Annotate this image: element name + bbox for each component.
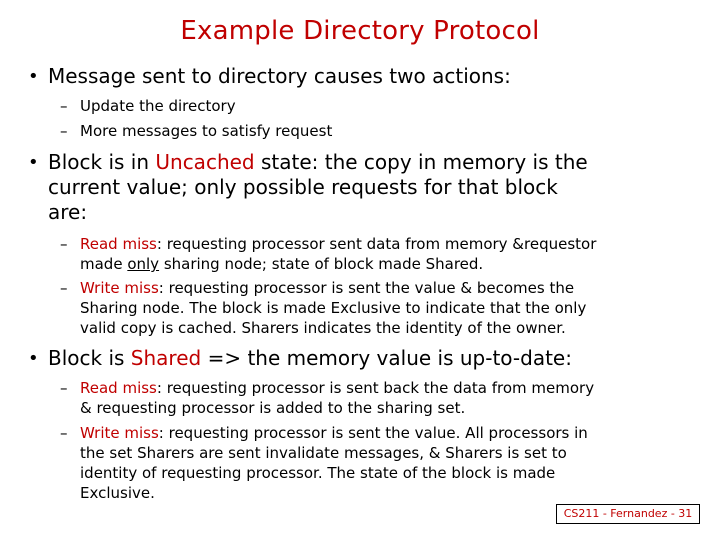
text-fragment: : requesting processor is sent the value. All processors in bbox=[158, 424, 588, 442]
sub-bullet-text: More messages to satisfy request bbox=[80, 122, 333, 140]
bullet-dot-icon: • bbox=[28, 152, 39, 173]
slide-title: Example Directory Protocol bbox=[180, 16, 540, 46]
bullet-text: Message sent to directory causes two actions: bbox=[48, 64, 511, 88]
sub-bullet-text bbox=[80, 423, 588, 503]
text-fragment: => the memory value is up-to-date: bbox=[201, 346, 572, 370]
bullet-dot-icon: • bbox=[28, 348, 39, 369]
state-uncached: Uncached bbox=[155, 150, 255, 174]
text-fragment: the set Sharers are sent invalidate messages, & Sharers is set to bbox=[80, 444, 567, 462]
text-fragment: Block is in bbox=[48, 150, 156, 174]
underlined-only: only bbox=[127, 255, 160, 273]
sub-bullet-text: Update the directory bbox=[80, 97, 236, 115]
state-shared: Shared bbox=[130, 346, 202, 370]
bullet-dot-icon: • bbox=[28, 66, 39, 87]
text-fragment: : requesting processor is sent back the data from memory bbox=[156, 379, 595, 397]
dash-icon: – bbox=[60, 279, 68, 297]
sub-bullet-shared-read-miss bbox=[60, 378, 594, 418]
read-miss-label: Read miss bbox=[80, 235, 157, 253]
write-miss-label: Write miss bbox=[80, 279, 159, 297]
dash-icon: – bbox=[60, 424, 68, 442]
text-fragment: : requesting processor is sent the value & becomes the bbox=[158, 279, 575, 297]
bullet-shared-state bbox=[28, 346, 572, 371]
dash-icon: – bbox=[60, 122, 68, 140]
text-fragment: Block is bbox=[48, 346, 131, 370]
dash-icon: – bbox=[60, 97, 68, 115]
bullet-message-sent bbox=[28, 64, 511, 89]
text-fragment: made bbox=[80, 255, 128, 273]
text-fragment: current value; only possible requests for that block bbox=[48, 175, 558, 199]
sub-bullet-uncached-read-miss bbox=[60, 234, 596, 274]
text-fragment: : requesting processor sent data from memory &requestor bbox=[156, 235, 597, 253]
sub-bullet-text bbox=[80, 278, 586, 338]
text-fragment: & requesting processor is added to the sharing set. bbox=[80, 399, 466, 417]
bullet-text bbox=[48, 346, 572, 371]
text-fragment: sharing node; state of block made Shared. bbox=[159, 255, 484, 273]
sub-bullet-text bbox=[80, 234, 596, 274]
sub-bullet-text bbox=[80, 378, 594, 418]
text-fragment: Exclusive. bbox=[80, 484, 155, 502]
text-fragment: identity of requesting processor. The state of the block is made bbox=[80, 464, 556, 482]
text-fragment: Sharing node. The block is made Exclusive to indicate that the only bbox=[80, 299, 587, 317]
sub-bullet-shared-write-miss bbox=[60, 423, 588, 503]
text-fragment: are: bbox=[48, 200, 88, 224]
dash-icon: – bbox=[60, 235, 68, 253]
footer-slide-number: CS211 - Fernandez - 31 bbox=[556, 504, 700, 524]
sub-bullet-update-directory bbox=[60, 96, 236, 116]
sub-bullet-uncached-write-miss bbox=[60, 278, 586, 338]
bullet-uncached-state bbox=[28, 150, 588, 225]
read-miss-label: Read miss bbox=[80, 379, 157, 397]
text-fragment: valid copy is cached. Sharers indicates the identity of the owner. bbox=[80, 319, 566, 337]
dash-icon: – bbox=[60, 379, 68, 397]
sub-bullet-more-messages bbox=[60, 121, 332, 141]
text-fragment: state: the copy in memory is the bbox=[254, 150, 588, 174]
bullet-text bbox=[48, 150, 588, 225]
write-miss-label: Write miss bbox=[80, 424, 159, 442]
